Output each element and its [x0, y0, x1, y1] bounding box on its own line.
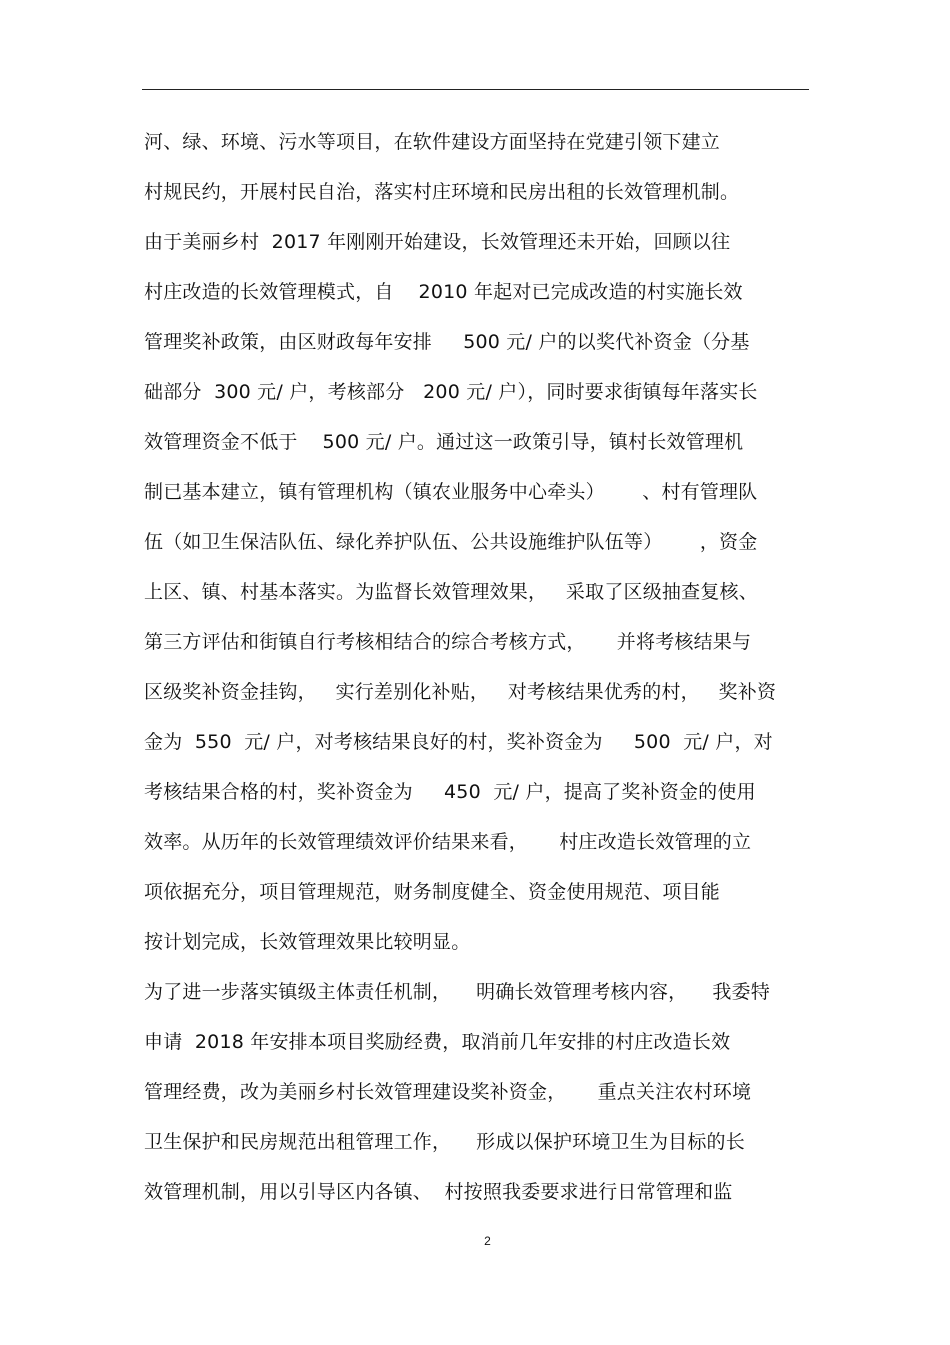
- text-line: 区级奖补资金挂钩， 实行差别化补贴， 对考核结果优秀的村， 奖补资: [144, 681, 777, 703]
- text-line: 项依据充分，项目管理规范，财务制度健全、资金使用规范、项目能: [144, 881, 721, 903]
- text-line: 河、绿、环境、污水等项目，在软件建设方面坚持在党建引领下建立: [144, 131, 721, 153]
- text-line: 按计划完成，长效管理效果比较明显。: [144, 931, 471, 953]
- text-line: 金为 550 元/ 户，对考核结果良好的村，奖补资金为 500 元/ 户，对: [144, 731, 773, 753]
- text-line: 村庄改造的长效管理模式，自 2010 年起对已完成改造的村实施长效: [144, 281, 743, 303]
- text-line: 效率。从历年的长效管理绩效评价结果来看， 村庄改造长效管理的立: [144, 831, 752, 853]
- text-line: 为了进一步落实镇级主体责任机制， 明确长效管理考核内容， 我委特: [144, 981, 770, 1003]
- text-line: 效管理资金不低于 500 元/ 户。通过这一政策引导，镇村长效管理机: [144, 431, 744, 453]
- text-line: 伍（如卫生保洁队伍、绿化养护队伍、公共设施维护队伍等） ，资金: [144, 531, 758, 553]
- text-line: 制已基本建立，镇有管理机构（镇农业服务中心牵头） 、村有管理队: [144, 481, 758, 503]
- text-line: 村规民约，开展村民自治，落实村庄环境和民房出租的长效管理机制。: [144, 181, 740, 203]
- text-line: 卫生保护和民房规范出租管理工作， 形成以保护环境卫生为目标的长: [144, 1131, 745, 1153]
- text-line: 效管理机制，用以引导区内各镇、 村按照我委要求进行日常管理和监: [144, 1181, 733, 1203]
- text-line: 上区、镇、村基本落实。为监督长效管理效果， 采取了区级抽查复核、: [144, 581, 758, 603]
- header-rule: [142, 89, 809, 90]
- text-line: 管理奖补政策，由区财政每年安排 500 元/ 户的以奖代补资金（分基: [144, 331, 750, 353]
- text-line: 础部分 300 元/ 户，考核部分 200 元/ 户），同时要求街镇每年落实长: [144, 381, 758, 403]
- text-line: 由于美丽乡村 2017 年刚刚开始建设，长效管理还未开始，回顾以往: [144, 231, 731, 253]
- text-line: 管理经费，改为美丽乡村长效管理建设奖补资金， 重点关注农村环境: [144, 1081, 752, 1103]
- page-number: 2: [484, 1234, 491, 1248]
- text-line: 申请 2018 年安排本项目奖励经费，取消前几年安排的村庄改造长效: [144, 1031, 731, 1053]
- text-line: 考核结果合格的村，奖补资金为 450 元/ 户，提高了奖补资金的使用: [144, 781, 756, 803]
- text-line: 第三方评估和街镇自行考核相结合的综合考核方式， 并将考核结果与: [144, 631, 752, 653]
